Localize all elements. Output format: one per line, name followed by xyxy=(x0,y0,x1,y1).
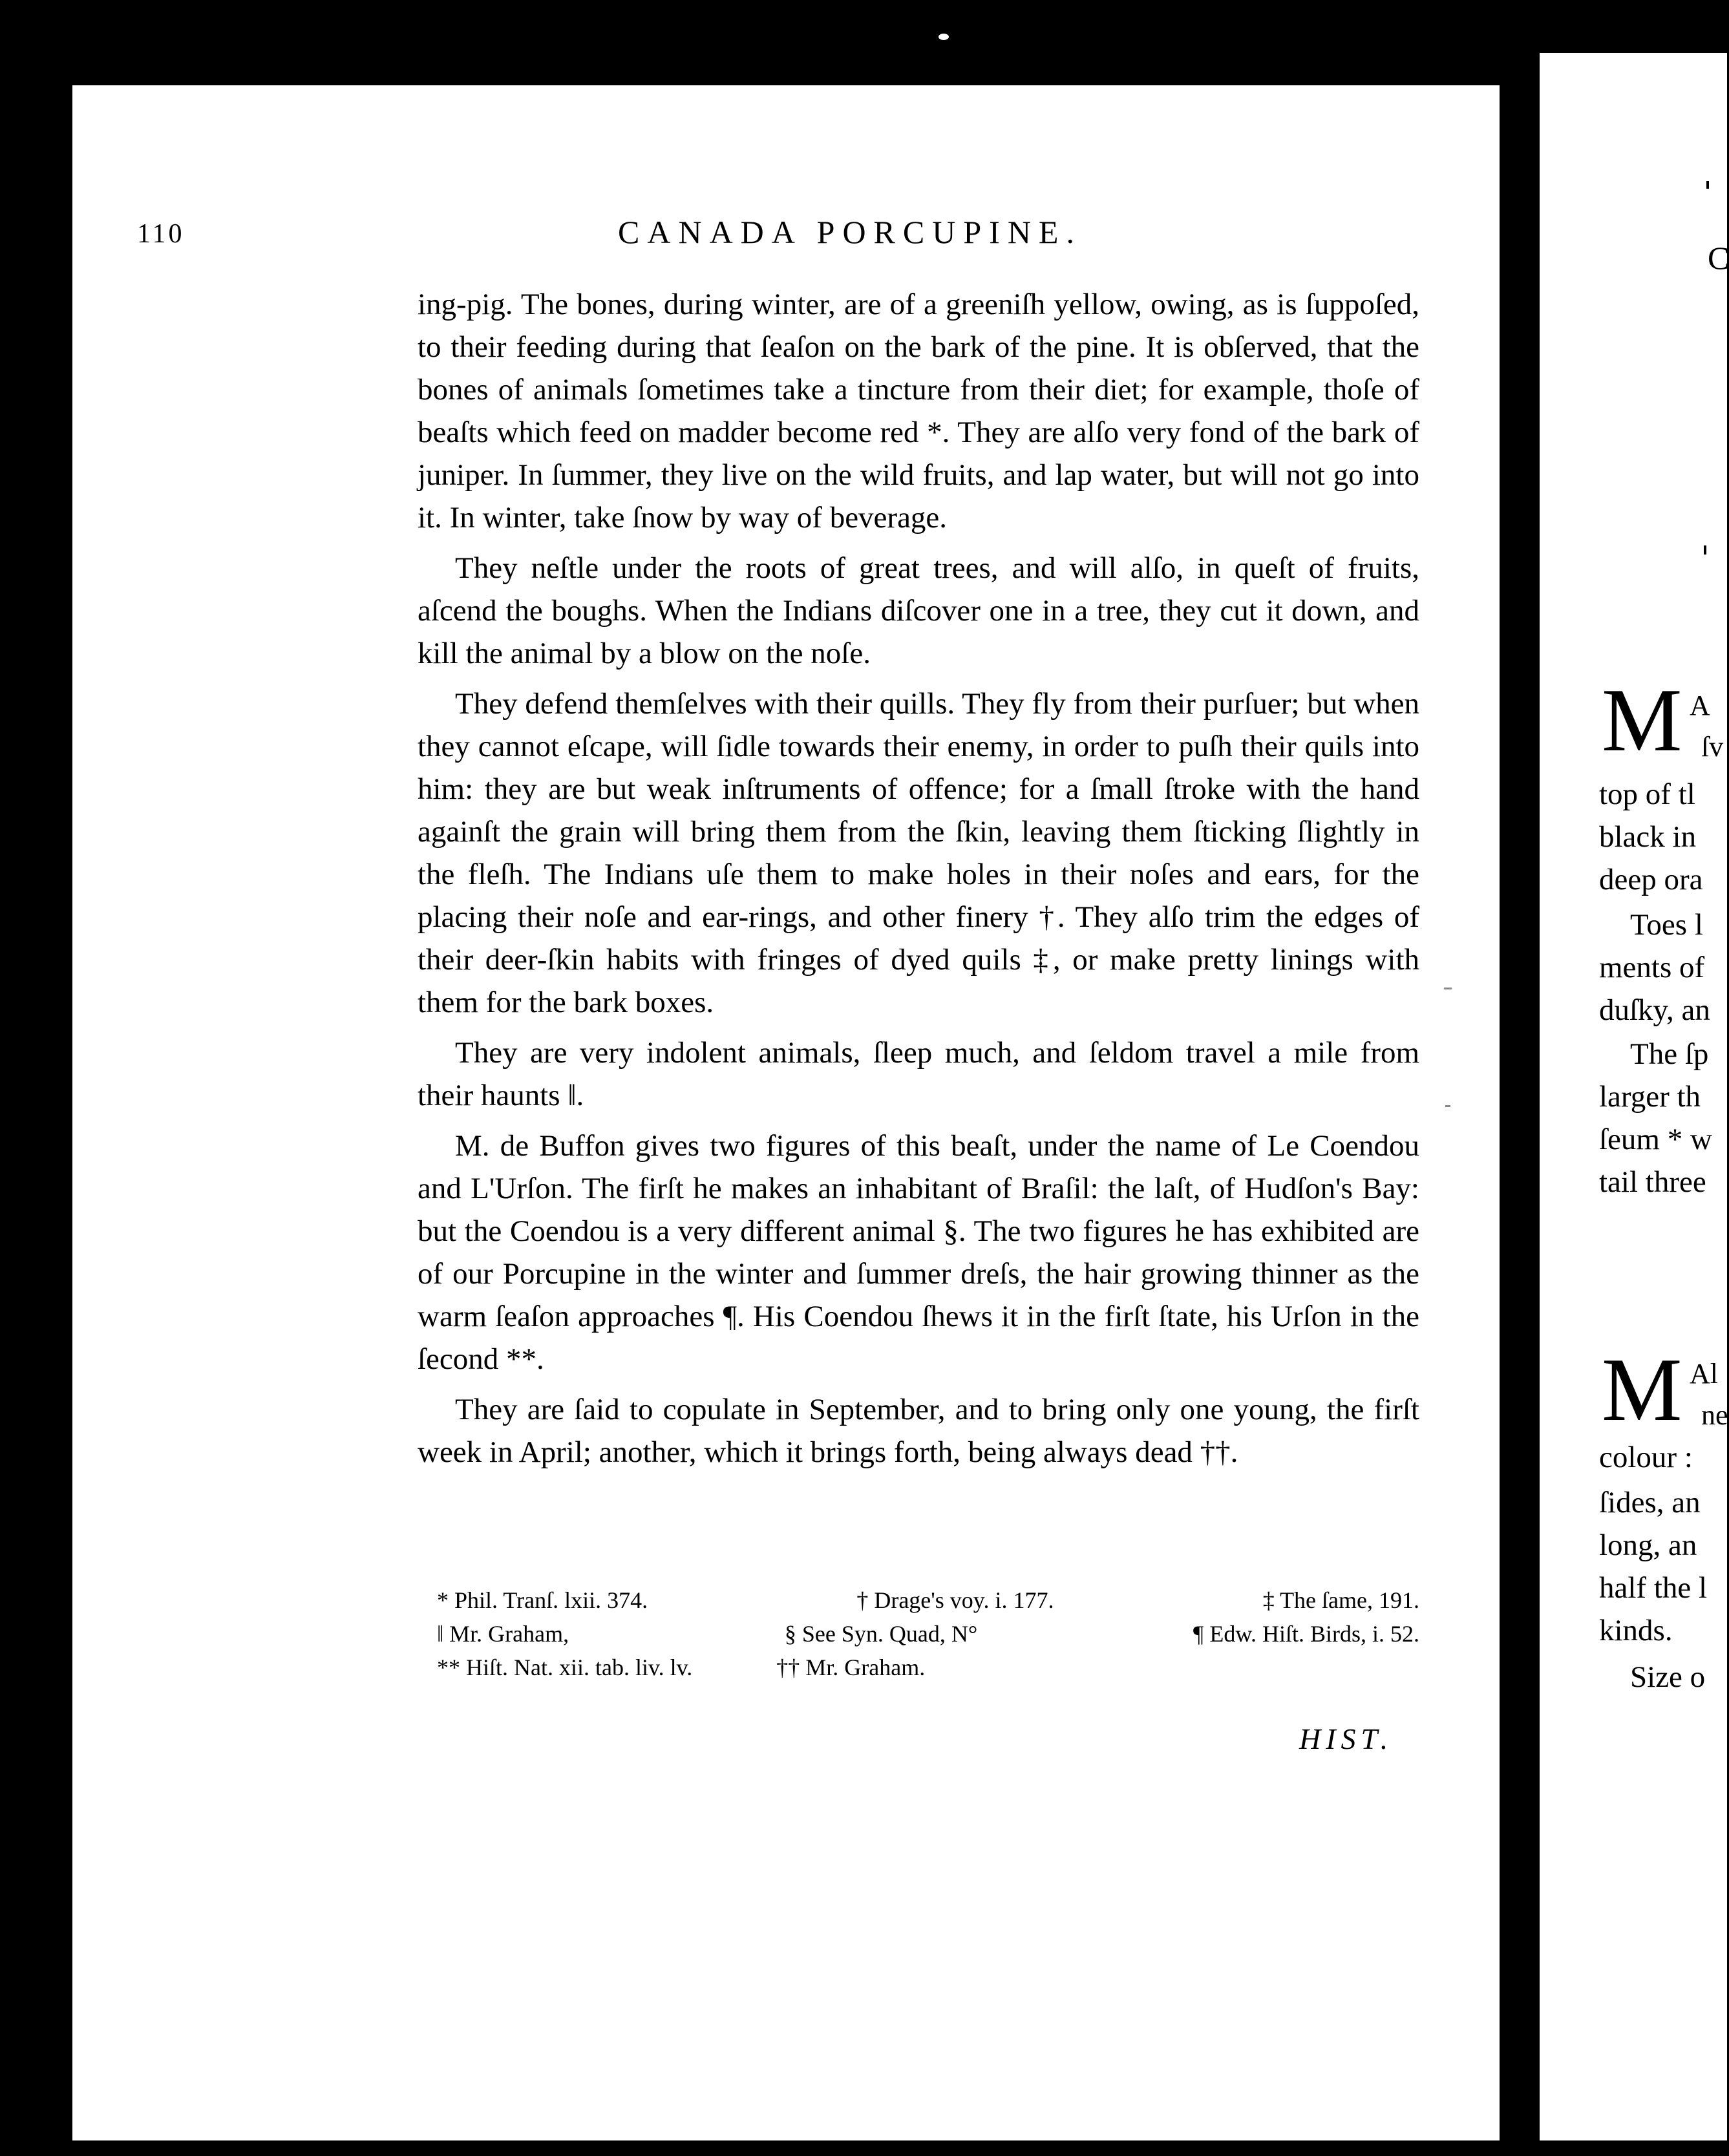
paragraph-4: They are very indolent animals, ſleep much, and ſeldom travel a mile from their haunts ǁ. xyxy=(418,1036,1419,1112)
catchword: HIST. xyxy=(1299,1722,1394,1755)
right-text-line: Size o xyxy=(1630,1660,1706,1694)
drop-cap-tail: A xyxy=(1690,690,1710,721)
right-text-line: The ſp xyxy=(1630,1037,1709,1071)
right-text-line: black in xyxy=(1599,820,1697,854)
right-text-line: Toes l xyxy=(1630,908,1703,942)
paragraph-5: M. de Buffon gives two figures of this beaſt, under the name of Le Coendou and L'Urſon. The firſt he makes an inhabitant of Braſil: the laſt, of Hudſon's Bay: but the Coendou is a very different animal §. The two figures he has exhibited are of our Porcupine in the winter and ſummer dreſs, the hair growing thinner as the warm ſeaſon approaches ¶. His Coendou ſhews it in the firſt ſtate, his Urſon in the ſecond **. xyxy=(418,1129,1419,1376)
right-text-line: colour : xyxy=(1599,1441,1693,1474)
footnote: ‡ The ſame, 191. xyxy=(1262,1587,1419,1613)
paragraph-1: ing-pig. The bones, during winter, are of a greeniſh yellow, owing, as is ſuppoſed, to their feeding during that ſeaſon on the bark of the pine. It is obſerved, that the bones of animals ſometimes take a tincture from their diet; for example, thoſe of beaſts which feed on madder become red *. They are alſo very fond of the bark of juniper. In ſummer, they live on the wild fruits, and lap water, but will not go into it. In winter, take ſnow by way of beverage. xyxy=(418,288,1419,534)
footnote-row xyxy=(437,1651,1419,1684)
footnote: * Phil. Tranſ. lxii. 374. xyxy=(437,1587,648,1613)
footnotes xyxy=(437,1583,1419,1684)
scan-speck xyxy=(1444,988,1452,989)
footnote: † Drage's voy. i. 177. xyxy=(856,1587,1054,1613)
right-text-line: top of tl xyxy=(1599,777,1695,811)
running-head: CANADA PORCUPINE. xyxy=(618,214,1082,250)
footnote: ǁ Mr. Graham, xyxy=(437,1621,569,1647)
page-number: 110 xyxy=(137,219,185,249)
right-text-line: half the l xyxy=(1599,1571,1708,1605)
scan-speck xyxy=(1445,1105,1450,1107)
paragraph-2: They neſtle under the roots of great trees, and will alſo, in queſt of fruits, aſcend the boughs. When the Indians diſcover one in a tree, they cut it down, and kill the animal by a blow on the noſe. xyxy=(418,551,1419,670)
right-running-head-fragment: C xyxy=(1708,240,1729,276)
drop-cap-tail: ne xyxy=(1701,1399,1728,1431)
footnote-row xyxy=(437,1617,1419,1651)
paragraph-3: They defend themſelves with their quills. They fly from their purſuer; but when they cannot eſcape, will ſidle towards their enemy, in order to puſh their quils into him: they are but weak inſtruments of offence; for a ſmall ſtroke with the hand againſt the grain will bring them from the ſkin, leaving them ſticking ſlightly in the fleſh. The Indians uſe them to make holes in their noſes and ears, for the placing their noſe and ear-rings, and other finery †. They alſo trim the edges of their deer-ſkin habits with fringes of dyed quils ‡, or make pretty linings with them for the bark boxes. xyxy=(418,687,1419,1019)
drop-cap: M xyxy=(1602,1340,1682,1440)
footnote: § See Syn. Quad, N° xyxy=(784,1621,978,1647)
drop-cap: M xyxy=(1602,670,1682,770)
footnote: ¶ Edw. Hiſt. Birds, i. 52. xyxy=(1193,1621,1419,1647)
right-text-line: ſeum * w xyxy=(1599,1123,1712,1156)
right-text-line: long, an xyxy=(1599,1528,1697,1562)
right-text-line: deep ora xyxy=(1599,863,1703,896)
scan-speck xyxy=(1704,545,1706,555)
scan-speck xyxy=(939,34,949,40)
right-text-line: duſky, an xyxy=(1599,993,1710,1027)
drop-cap-tail: ſv xyxy=(1701,731,1724,763)
scan-speck xyxy=(1706,181,1709,189)
right-text-line: ſides, an xyxy=(1599,1486,1701,1519)
footnote: ** Hiſt. Nat. xii. tab. liv. lv. xyxy=(437,1654,693,1680)
right-text-line: ments of xyxy=(1599,951,1705,984)
right-text-line: tail three xyxy=(1599,1165,1706,1199)
footnote: †† Mr. Graham. xyxy=(776,1654,926,1680)
right-text-line: larger th xyxy=(1599,1080,1701,1114)
body-text xyxy=(418,283,1419,1481)
right-text-line: kinds. xyxy=(1599,1614,1673,1647)
drop-cap-tail: Al xyxy=(1690,1358,1718,1390)
paragraph-6: They are ſaid to copulate in September, and to bring only one young, the firſt week in April; another, which it brings forth, being always dead ††. xyxy=(418,1393,1419,1469)
footnote-row xyxy=(437,1583,1419,1617)
